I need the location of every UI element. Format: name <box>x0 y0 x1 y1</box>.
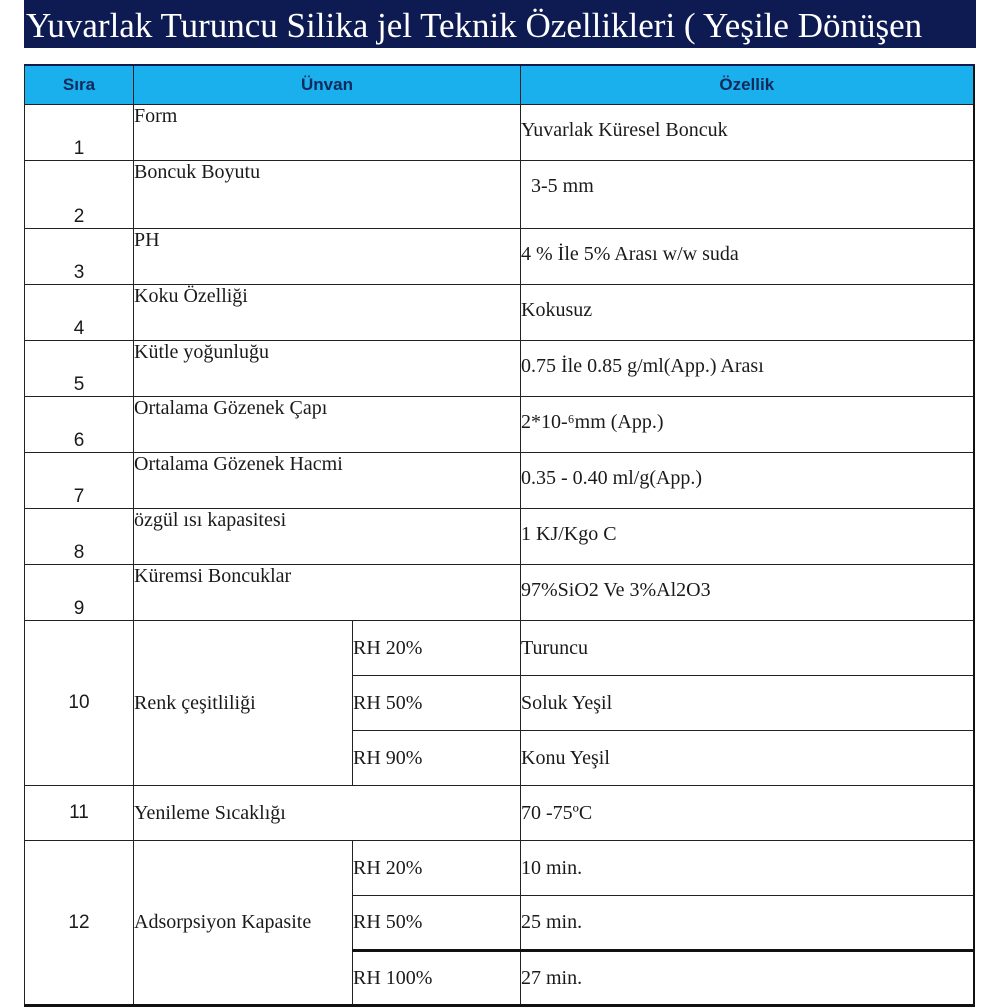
table-row <box>25 565 974 621</box>
rh-label: RH 50% <box>353 896 521 951</box>
row-value: 0.75 İle 0.85 g/ml(App.) Arası <box>521 341 974 397</box>
row-value: 1 KJ/Kgo C <box>521 509 974 565</box>
row-value: Konu Yeşil <box>521 731 974 786</box>
row-name: Koku Özelliği <box>134 285 521 341</box>
table-row <box>25 397 974 453</box>
table-row-color <box>25 621 974 676</box>
table-header-row <box>25 65 974 105</box>
row-name: PH <box>134 229 521 285</box>
table-row <box>25 341 974 397</box>
row-value: 25 min. <box>521 896 974 951</box>
header-ozellik: Özellik <box>521 65 974 105</box>
rh-label: RH 20% <box>353 621 521 676</box>
table-row <box>25 786 974 841</box>
row-name: Küremsi Boncuklar <box>134 565 521 621</box>
table-row <box>25 453 974 509</box>
row-name: Ortalama Gözenek Çapı <box>134 397 521 453</box>
row-number: 9 <box>25 565 134 621</box>
row-number: 3 <box>25 229 134 285</box>
row-name: Renk çeşitliliği <box>134 621 353 786</box>
rh-label: RH 90% <box>353 731 521 786</box>
row-number: 5 <box>25 341 134 397</box>
row-value: Soluk Yeşil <box>521 676 974 731</box>
row-name: Kütle yoğunluğu <box>134 341 521 397</box>
row-name: Boncuk Boyutu <box>134 161 521 229</box>
table-row <box>25 509 974 565</box>
row-name: özgül ısı kapasitesi <box>134 509 521 565</box>
row-name: Form <box>134 105 521 161</box>
row-number: 12 <box>25 841 134 1006</box>
row-name: Adsorpsiyon Kapasite <box>134 841 353 1006</box>
row-value: Turuncu <box>521 621 974 676</box>
row-value: 97%SiO2 Ve 3%Al2O3 <box>521 565 974 621</box>
table-row-adsorption <box>25 841 974 896</box>
table-row <box>25 105 974 161</box>
page-title: Yuvarlak Turuncu Silika jel Teknik Özellikleri ( Yeşile Dönüşen <box>24 0 976 48</box>
row-number: 8 <box>25 509 134 565</box>
row-number: 6 <box>25 397 134 453</box>
row-number: 7 <box>25 453 134 509</box>
row-value: 27 min. <box>521 951 974 1006</box>
table-row <box>25 161 974 229</box>
row-number: 1 <box>25 105 134 161</box>
spec-table <box>24 64 975 1007</box>
row-number: 11 <box>25 786 134 841</box>
row-value: 4 % İle 5% Arası w/w suda <box>521 229 974 285</box>
row-number: 4 <box>25 285 134 341</box>
row-value: 0.35 - 0.40 ml/g(App.) <box>521 453 974 509</box>
row-name: Yenileme Sıcaklığı <box>134 786 521 841</box>
row-value: 70 -75ºC <box>521 786 974 841</box>
table-row <box>25 285 974 341</box>
header-sira: Sıra <box>25 65 134 105</box>
row-value: Kokusuz <box>521 285 974 341</box>
row-value: 2*10-⁶mm (App.) <box>521 397 974 453</box>
table-row <box>25 229 974 285</box>
rh-label: RH 20% <box>353 841 521 896</box>
row-name: Ortalama Gözenek Hacmi <box>134 453 521 509</box>
header-unvan: Ünvan <box>134 65 521 105</box>
row-number: 2 <box>25 161 134 229</box>
row-value: 3-5 mm <box>521 161 974 229</box>
row-value: Yuvarlak Küresel Boncuk <box>521 105 974 161</box>
row-number: 10 <box>25 621 134 786</box>
rh-label: RH 50% <box>353 676 521 731</box>
row-value: 10 min. <box>521 841 974 896</box>
rh-label: RH 100% <box>353 951 521 1006</box>
